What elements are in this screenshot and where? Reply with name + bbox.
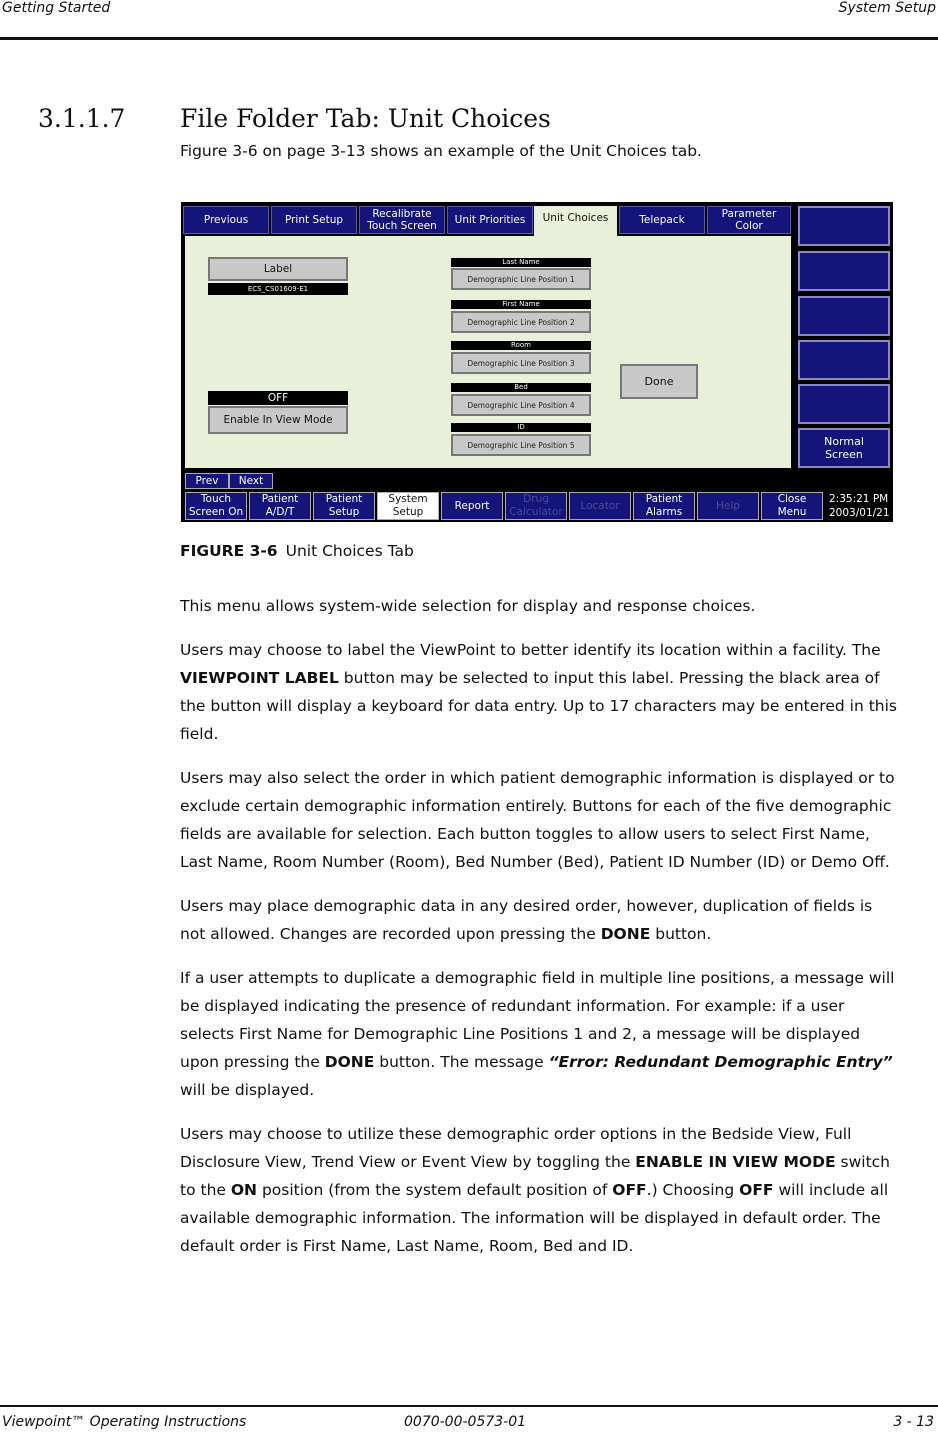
demo-field-5-head: ID	[451, 423, 591, 432]
done-button[interactable]: Done	[620, 364, 698, 399]
report-button[interactable]: Report	[441, 492, 503, 520]
paragraph-4: Users may place demographic data in any desired order, however, duplication of fields is not allowed. Changes are recorded upon pressing the DONE button.	[180, 897, 873, 943]
locator-button[interactable]: Locator	[569, 492, 631, 520]
side-button-5[interactable]	[798, 384, 890, 424]
tab-telepack[interactable]: Telepack	[619, 206, 705, 234]
tab-unit-priorities[interactable]: Unit Priorities	[447, 206, 533, 234]
side-button-3[interactable]	[798, 296, 890, 336]
patient-adt-button[interactable]: Patient A/D/T	[249, 492, 311, 520]
patient-setup-button[interactable]: Patient Setup	[313, 492, 375, 520]
paragraph-5: If a user attempts to duplicate a demographic field in multiple line positions, a message will be displayed indicating the presence of redundant information. For example: if a user selects First Name for Demographic Line Positions 1 and 2, a message will be displayed upon pressing the DONE button. The message “Error: Redundant Demographic Entry” will be displayed.	[180, 969, 895, 1099]
side-button-4[interactable]	[798, 340, 890, 380]
label-value-field[interactable]: ECS_CS01609-E1	[208, 283, 348, 295]
side-button-1[interactable]	[798, 206, 890, 246]
help-button[interactable]: Help	[697, 492, 759, 520]
demo-field-1-head: Last Name	[451, 258, 591, 267]
patient-alarms-button[interactable]: Patient Alarms	[633, 492, 695, 520]
next-button[interactable]: Next	[229, 473, 273, 489]
section-title: File Folder Tab: Unit Choices	[180, 104, 551, 133]
demo-line-position-1-button[interactable]: Demographic Line Position 1	[451, 268, 591, 290]
tab-previous[interactable]: Previous	[183, 206, 269, 234]
tab-parameter-color[interactable]: Parameter Color	[707, 206, 791, 234]
drug-calculator-button[interactable]: Drug Calculator	[505, 492, 567, 520]
header-left: Getting Started	[2, 0, 111, 16]
paragraph-2: Users may choose to label the ViewPoint to better identify its location within a facility. The VIEWPOINT LABEL button may be selected to input this label. Pressing the black area of the button will display a keyboard for data entry. Up to 17 characters may be entered in this field.	[180, 641, 897, 743]
intro-text: Figure 3-6 on page 3-13 shows an example of the Unit Choices tab.	[180, 142, 702, 160]
demo-line-position-2-button[interactable]: Demographic Line Position 2	[451, 311, 591, 333]
header-right: System Setup	[838, 0, 936, 16]
footer-page-number: 3 - 13	[893, 1414, 934, 1430]
footer-rule	[0, 1405, 938, 1407]
clock	[829, 492, 890, 520]
tab-recalibrate-touch-screen[interactable]: Recalibrate Touch Screen	[359, 206, 445, 234]
demo-field-2-head: First Name	[451, 300, 591, 309]
touch-screen-on-button[interactable]: Touch Screen On	[185, 492, 247, 520]
paragraph-6: Users may choose to utilize these demographic order options in the Bedside View, Full Disclosure View, Trend View or Event View by toggling the ENABLE IN VIEW MODE switch to the ON position (from the system default position of OFF.) Choosing OFF will include all available demographic information. The information will be displayed in default order. The default order is First Name, Last Name, Room, Bed and ID.	[180, 1125, 890, 1255]
clock-date: 2003/01/21	[829, 507, 890, 519]
footer-doc-number: 0070-00-0573-01	[404, 1414, 527, 1430]
demo-line-position-3-button[interactable]: Demographic Line Position 3	[451, 352, 591, 374]
system-setup-button[interactable]: System Setup	[377, 492, 439, 520]
normal-screen-button[interactable]: Normal Screen	[798, 428, 890, 468]
header-rule	[0, 37, 938, 40]
enable-in-view-mode-button[interactable]: Enable In View Mode	[208, 406, 348, 434]
footer-left: Viewpoint™ Operating Instructions	[2, 1414, 247, 1430]
demo-field-3-head: Room	[451, 341, 591, 350]
prev-button[interactable]: Prev	[185, 473, 229, 489]
figure-label: FIGURE 3-6	[180, 542, 278, 560]
screenshot-figure	[181, 202, 893, 522]
side-button-2[interactable]	[798, 251, 890, 291]
figure-caption-text: Unit Choices Tab	[285, 542, 414, 560]
paragraph-1: This menu allows system-wide selection for display and response choices.	[180, 597, 756, 615]
demo-line-position-5-button[interactable]: Demographic Line Position 5	[451, 434, 591, 456]
section-number: 3.1.1.7	[38, 104, 126, 133]
tab-unit-choices[interactable]: Unit Choices	[534, 206, 617, 240]
demo-field-4-head: Bed	[451, 383, 591, 392]
label-button[interactable]: Label	[208, 257, 348, 281]
demo-line-position-4-button[interactable]: Demographic Line Position 4	[451, 394, 591, 416]
figure-caption	[180, 542, 414, 560]
close-menu-button[interactable]: Close Menu	[761, 492, 823, 520]
paragraph-3: Users may also select the order in which patient demographic information is displayed or to exclude certain demographic information entirely. Buttons for each of the five demographic fields are available for selection. Each button toggles to allow users to select First Name, Last Name, Room Number (Room), Bed Number (Bed), Patient ID Number (ID) or Demo Off.	[180, 769, 895, 871]
clock-time: 2:35:21 PM	[829, 493, 889, 505]
view-mode-state: OFF	[208, 391, 348, 405]
tab-print-setup[interactable]: Print Setup	[271, 206, 357, 234]
